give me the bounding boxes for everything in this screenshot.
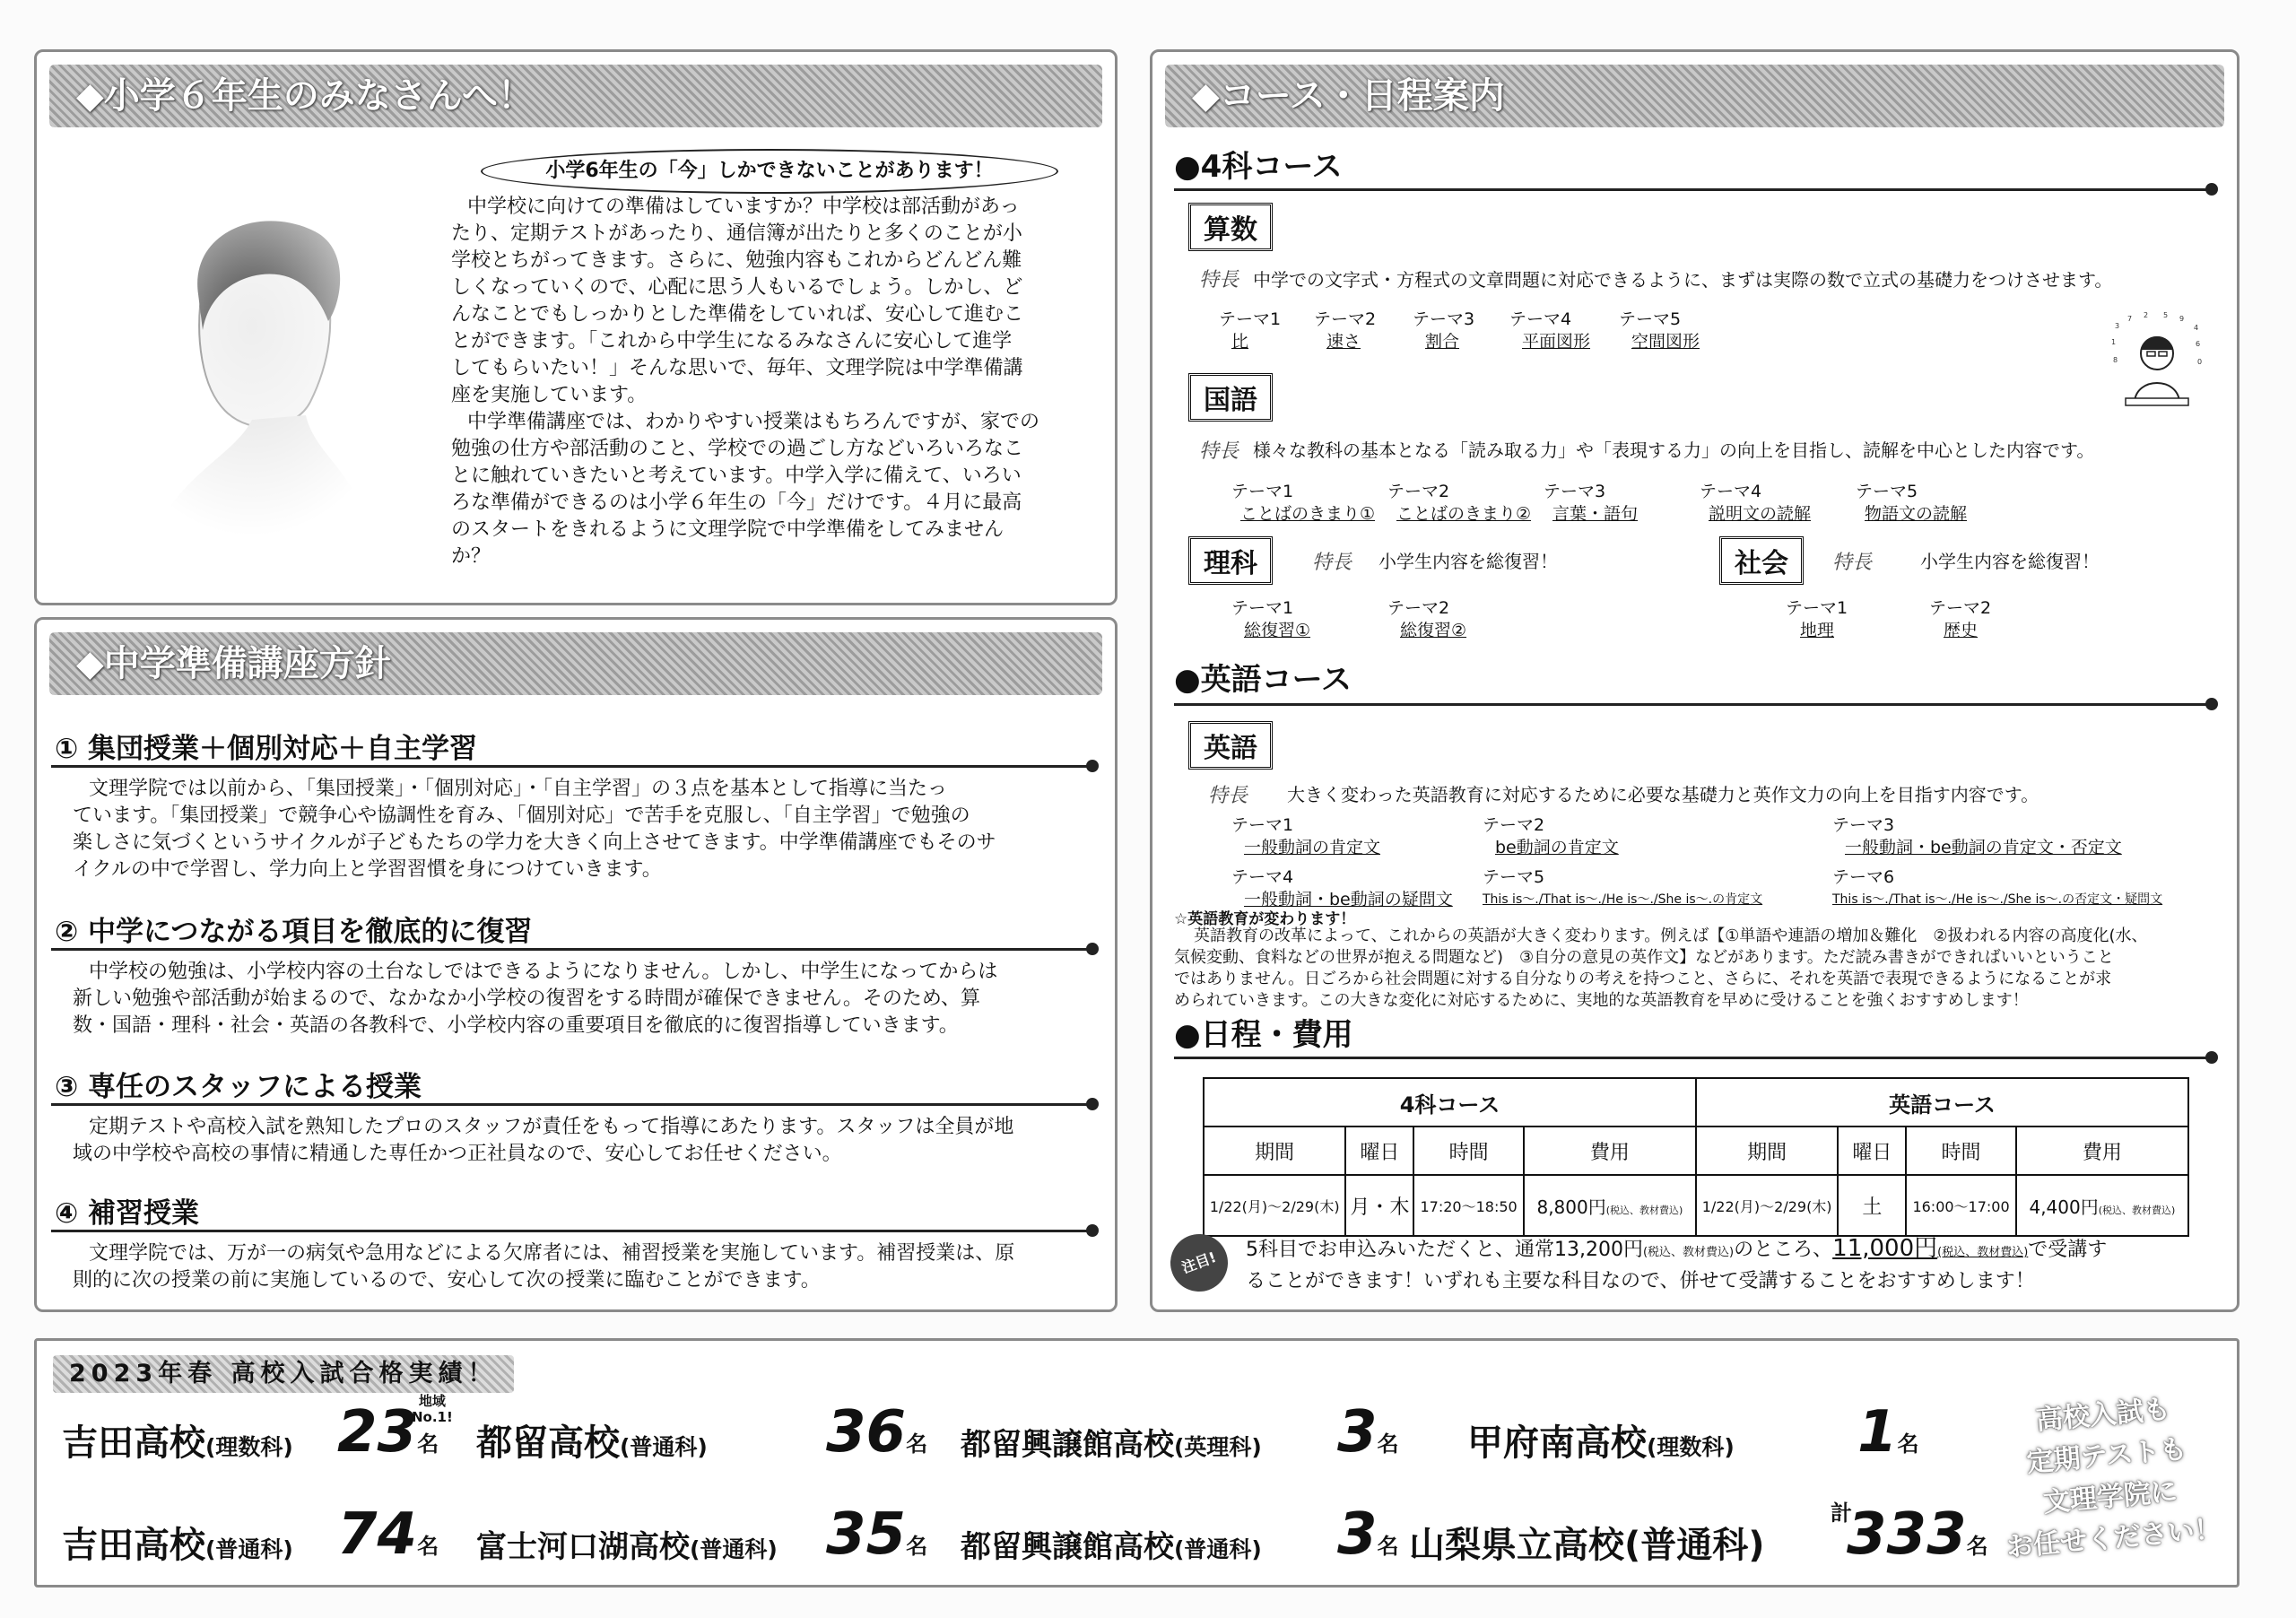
japanese-theme xyxy=(1856,481,1967,526)
total-label: 計 xyxy=(1831,1501,1852,1526)
theme-label: テーマ6 xyxy=(1832,867,1895,887)
english-note-line: ではありません。日ごろから社会問題に対する自分なりの考えを持つこと、さらに、それを英語で表現できるようになることが求 xyxy=(1174,970,2112,988)
notice-part: (税込、教材費込) xyxy=(1937,1246,2029,1259)
school-label: 吉田高校 xyxy=(62,1422,205,1464)
school-name xyxy=(961,1420,1262,1464)
policy-line: 定期テストや高校入試を熟知したプロのスタッフが責任をもって指導にあたります。スタッフは全員が地 xyxy=(89,1116,1014,1138)
theme-value: 速さ xyxy=(1326,332,1361,352)
school-name xyxy=(961,1522,1262,1566)
pass-count xyxy=(1337,1399,1399,1473)
school-dept: (普通科) xyxy=(620,1434,708,1460)
theme-label: テーマ4 xyxy=(1700,482,1762,501)
policy-line: 新しい勉強や部活動が始まるので、なかなか小学校の復習をする時間が確保できません。そのため、算 xyxy=(73,987,981,1010)
policy-body-2 xyxy=(73,959,1104,1040)
course-rule xyxy=(1174,1057,2213,1059)
japanese-theme xyxy=(1700,481,1811,526)
notice-part: で受講す xyxy=(2028,1239,2108,1261)
table-row xyxy=(1204,1175,2188,1236)
count-value: 333 xyxy=(1847,1501,1967,1568)
theme-label: テーマ1 xyxy=(1231,598,1294,618)
results-title: 2023年春 高校入試合格実績！ xyxy=(53,1355,514,1393)
cell-period: 1/22(月)～2/29(木) xyxy=(1696,1175,1838,1236)
school-dept: (普通科) xyxy=(205,1536,293,1562)
student-photo xyxy=(117,187,387,536)
col-period: 期間 xyxy=(1204,1127,1345,1175)
intro-body xyxy=(451,194,1106,570)
theme-value: be動詞の肯定文 xyxy=(1495,838,1619,857)
cell-fee xyxy=(2016,1175,2188,1236)
theme-value: 比 xyxy=(1231,332,1249,352)
english-theme xyxy=(1483,866,1762,911)
theme-label: テーマ1 xyxy=(1786,598,1848,618)
math-theme xyxy=(1413,309,1474,353)
course-panel xyxy=(1150,49,2239,1312)
science-desc: 小学生内容を総復習！ xyxy=(1378,551,1558,572)
slogan xyxy=(1980,1385,2236,1570)
feature-tag: 特長 xyxy=(1832,552,1873,574)
count-unit: 名 xyxy=(1966,1534,1988,1559)
policy-body-3 xyxy=(73,1114,1104,1168)
slogan-line: お任せください！ xyxy=(2005,1513,2223,1564)
theme-value: 割合 xyxy=(1425,332,1460,352)
math-theme xyxy=(1219,309,1281,353)
cell-day: 月・木 xyxy=(1345,1175,1413,1236)
feature-tag: 特長 xyxy=(1208,785,1248,807)
notice-text xyxy=(1246,1234,2232,1296)
school-name xyxy=(476,1522,778,1566)
fee-note: (税込、教材費込) xyxy=(2098,1204,2176,1216)
science-label: 理科 xyxy=(1188,536,1273,585)
policy-rule xyxy=(51,948,1093,951)
intro-line: んなことでもしっかりとした準備をしていれば、安心して進むこ xyxy=(451,303,1024,326)
social-desc: 小学生内容を総復習！ xyxy=(1920,551,2100,572)
pass-count xyxy=(1847,1501,1988,1575)
intro-line: 中学準備講座では、わかりやすい授業はもちろんですが、家での xyxy=(467,411,1040,433)
policy-line: 文理学院では以前から、「集団授業」・「個別対応」・「自主学習」の３点を基本として指導に当たっ xyxy=(89,778,948,800)
notice-badge: 注目! xyxy=(1162,1226,1236,1300)
theme-label: テーマ4 xyxy=(1509,309,1572,329)
theme-value: 説明文の読解 xyxy=(1709,504,1812,524)
theme-value: 空間図形 xyxy=(1631,332,1700,352)
school-label: 山梨県立高校 xyxy=(1409,1525,1624,1566)
pass-count xyxy=(1337,1501,1399,1575)
count-value: 35 xyxy=(826,1501,907,1568)
count-unit: 名 xyxy=(1897,1431,1919,1457)
theme-value: This is～./That is～./He is～./She is～.の否定文・疑問文 xyxy=(1832,892,2163,907)
english-theme xyxy=(1832,814,2122,859)
policy-rule xyxy=(51,1230,1093,1232)
theme-value: 平面図形 xyxy=(1522,332,1591,352)
col-fee: 費用 xyxy=(2016,1127,2188,1175)
policy-line: 楽しさに気づくというサイクルが子どもたちの学力を大きく向上させてきます。中学準備講座でもそのサ xyxy=(73,831,996,854)
cell-time: 17:20～18:50 xyxy=(1413,1175,1523,1236)
social-theme xyxy=(1786,597,1848,642)
policy-heading-4: ④ 補習授業 xyxy=(55,1197,200,1230)
course-rule xyxy=(1174,703,2213,706)
intro-line: しくなっていくので、心配に思う人もいるでしょう。しかし、ど xyxy=(451,276,1023,299)
count-unit: 名 xyxy=(906,1431,928,1457)
theme-label: テーマ3 xyxy=(1413,309,1475,329)
policy-line: 文理学院では、万が一の病気や急用などによる欠席者には、補習授業を実施しています。補習授業は、原 xyxy=(89,1242,1015,1265)
math-theme xyxy=(1619,309,1700,353)
intro-bubble: 小学6年生の「今」しかできないことがあります！ xyxy=(481,149,1058,194)
theme-label: テーマ5 xyxy=(1856,482,1918,501)
theme-value: ことばのきまり① xyxy=(1240,504,1376,524)
count-value: 74 xyxy=(337,1501,418,1568)
notice-line-1 xyxy=(1246,1234,2232,1267)
theme-value: 一般動詞の肯定文 xyxy=(1244,838,1381,857)
school-label: 吉田高校 xyxy=(62,1525,205,1566)
policy-body-4 xyxy=(73,1240,1104,1294)
col-time: 時間 xyxy=(1413,1127,1523,1175)
count-unit: 名 xyxy=(417,1534,439,1559)
intro-line: 学校とちがってきます。さらに、勉強内容もこれからどんどん難 xyxy=(451,249,1022,272)
badge-line: No.1! xyxy=(412,1409,453,1425)
school-label: 都留興譲館高校 xyxy=(961,1529,1174,1565)
intro-line: とができます。「これから中学生になるみなさんに安心して進学 xyxy=(451,330,1013,352)
theme-label: テーマ2 xyxy=(1387,482,1450,501)
school-name xyxy=(476,1414,708,1466)
theme-value: 総復習① xyxy=(1244,621,1311,640)
english-note xyxy=(1174,926,2228,1012)
english-note-line: 気候変動、食料などの世界が抱える問題など) ③自分の意見の英作文】などがあります。ただ読み書きができればいいということ xyxy=(1174,948,2114,967)
english-theme xyxy=(1483,814,1619,859)
theme-value: 一般動詞・be動詞の肯定文・否定文 xyxy=(1845,838,2122,857)
policy-header: ◆中学準備講座方針 xyxy=(49,632,1102,695)
intro-line: 勉強の仕方や部活動のこと、学校での過ごし方などいろいろなこ xyxy=(451,438,1024,460)
theme-value: 言葉・語句 xyxy=(1552,504,1639,524)
count-value: 3 xyxy=(1337,1501,1378,1568)
svg-text:3: 3 xyxy=(2115,322,2120,330)
fee-value: 8,800円 xyxy=(1536,1196,1606,1218)
intro-line: してもらいたい！」そんな思いで、毎年、文理学院は中学準備講 xyxy=(451,357,1023,379)
feature-tag: 特長 xyxy=(1312,552,1352,574)
theme-value: 地理 xyxy=(1800,621,1835,640)
english-theme xyxy=(1832,866,2162,911)
social-label: 社会 xyxy=(1719,536,1804,585)
school-dept: (英理科) xyxy=(1174,1434,1262,1460)
fee-note: (税込、教材費込) xyxy=(1605,1204,1683,1216)
math-theme xyxy=(1314,309,1376,353)
policy-rule xyxy=(51,1103,1093,1106)
notice-line-2: ることができます！いずれも主要な科目なので、併せて受講することをおすすめします！ xyxy=(1246,1270,2035,1292)
slogan-line: 高校入試も xyxy=(2034,1393,2172,1437)
english-desc: 大きく変わった英語教育に対応するために必要な基礎力と英作文力の向上を目指す内容です。 xyxy=(1287,784,2039,805)
cell-day: 土 xyxy=(1838,1175,1906,1236)
four-course-group: 4科コース xyxy=(1204,1078,1696,1127)
japanese-theme xyxy=(1387,481,1531,526)
svg-text:2: 2 xyxy=(2144,312,2149,319)
intro-line: 中学校に向けての準備はしていますか？中学校は部活動があっ xyxy=(467,196,1020,218)
theme-label: テーマ1 xyxy=(1231,815,1294,835)
intro-line: か？ xyxy=(451,545,491,568)
cell-fee xyxy=(1524,1175,1696,1236)
col-day: 曜日 xyxy=(1345,1127,1413,1175)
school-label: 甲府南高校 xyxy=(1467,1422,1647,1464)
col-fee: 費用 xyxy=(1524,1127,1696,1175)
theme-value: ことばのきまり② xyxy=(1396,504,1532,524)
count-value: 23 xyxy=(337,1399,418,1466)
feature-tag: 特長 xyxy=(1199,440,1239,463)
feature-tag: 特長 xyxy=(1199,269,1239,291)
slogan-line: 文理学院に xyxy=(2041,1475,2179,1519)
japanese-desc: 様々な教科の基本となる「読み取る力」や「表現する力」の向上を目指し、読解を中心とした内容です。 xyxy=(1253,439,2095,461)
pass-count xyxy=(826,1399,928,1473)
badge-line: 地域 xyxy=(418,1393,446,1409)
policy-line: イクルの中で学習し、学力向上と学習習慣を身につけていきます。 xyxy=(73,858,662,881)
school-name xyxy=(62,1414,293,1466)
english-theme xyxy=(1231,866,1453,911)
count-unit: 名 xyxy=(1377,1534,1399,1559)
col-time: 時間 xyxy=(1906,1127,2015,1175)
col-period: 期間 xyxy=(1696,1127,1838,1175)
school-dept: (普通科) xyxy=(690,1536,778,1562)
intro-line: たり、定期テストがあったり、通信簿が出たりと多くのことが小 xyxy=(451,222,1022,245)
theme-label: テーマ2 xyxy=(1929,598,1992,618)
cell-time: 16:00～17:00 xyxy=(1906,1175,2015,1236)
notice-part: のところ、 xyxy=(1734,1239,1833,1261)
policy-panel xyxy=(34,617,1118,1312)
region-no1-badge xyxy=(412,1393,453,1425)
intro-panel xyxy=(34,49,1118,605)
course-rule xyxy=(1174,188,2213,191)
english-note-heading: ☆英語教育が変わります！ xyxy=(1174,910,1356,928)
science-theme xyxy=(1387,597,1466,642)
svg-text:6: 6 xyxy=(2196,340,2201,348)
theme-label: テーマ1 xyxy=(1231,482,1294,501)
notice-price: 11,000円 xyxy=(1832,1235,1938,1262)
theme-label: テーマ5 xyxy=(1619,309,1682,329)
theme-value: This is～./That is～./He is～./She is～.の肯定文 xyxy=(1483,892,1763,907)
intro-line: ろな準備ができるのは小学６年生の「今」だけです。４月に最高 xyxy=(451,491,1022,514)
schedule-table xyxy=(1203,1077,2189,1237)
svg-text:9: 9 xyxy=(2179,315,2185,323)
english-theme xyxy=(1231,814,1380,859)
english-course-heading: ●英語コース xyxy=(1174,662,1352,698)
results-panel xyxy=(34,1338,2239,1588)
intro-header: ◆小学６年生のみなさんへ！ xyxy=(49,65,1102,127)
math-theme xyxy=(1509,309,1590,353)
policy-rule xyxy=(51,765,1093,768)
four-subject-course-heading: ●4科コース xyxy=(1174,149,1343,185)
count-unit: 名 xyxy=(906,1534,928,1559)
math-label: 算数 xyxy=(1188,203,1273,251)
count-value: 3 xyxy=(1337,1399,1378,1466)
policy-heading-2: ② 中学につながる項目を徹底的に復習 xyxy=(55,916,533,948)
school-label: 富士河口湖高校 xyxy=(476,1529,690,1565)
cell-period: 1/22(月)～2/29(木) xyxy=(1204,1175,1345,1236)
count-value: 36 xyxy=(826,1399,907,1466)
school-label: 都留高校 xyxy=(476,1422,620,1464)
pass-count xyxy=(1857,1399,1919,1473)
policy-line: ています。「集団授業」で競争心や協調性を育み、「個別対応」で苦手を克服し、「自主学習」で勉強の xyxy=(73,805,970,827)
svg-text:4: 4 xyxy=(2194,324,2199,332)
notice-part: (税込、教材費込) xyxy=(1642,1246,1735,1259)
svg-text:1: 1 xyxy=(2111,338,2117,346)
policy-body-1 xyxy=(73,776,1104,883)
policy-line: 中学校の勉強は、小学校内容の土台なしではできるようになりません。しかし、中学生になってからは xyxy=(89,961,998,983)
count-unit: 名 xyxy=(417,1431,439,1457)
thinking-student-illustration xyxy=(2108,312,2206,411)
col-day: 曜日 xyxy=(1838,1127,1906,1175)
course-header: ◆コース・日程案内 xyxy=(1165,65,2224,127)
intro-line: のスタートをきれるように文理学院で中学準備をしてみません xyxy=(451,518,1004,541)
theme-label: テーマ2 xyxy=(1483,815,1545,835)
theme-value: 総復習② xyxy=(1400,621,1467,640)
school-dept: (理数科) xyxy=(1647,1434,1735,1460)
svg-text:7: 7 xyxy=(2127,315,2133,323)
math-desc: 中学での文字式・方程式の文章問題に対応できるように、まずは実際の数で立式の基礎力をつけさせます。 xyxy=(1253,269,2113,291)
social-theme xyxy=(1929,597,1991,642)
school-dept: (普通科) xyxy=(1624,1525,1765,1566)
english-note-line: められていきます。この大きな変化に対応するために、実地的な英語教育を早めに受けることを強くおすすめします！ xyxy=(1174,991,2029,1010)
english-course-group: 英語コース xyxy=(1696,1078,2188,1127)
school-name xyxy=(1409,1517,1765,1568)
policy-line: 数・国語・理科・社会・英語の各教科で、小学校内容の重要項目を徹底的に復習指導していきます。 xyxy=(73,1014,959,1037)
policy-heading-3: ③ 専任のスタッフによる授業 xyxy=(55,1071,422,1103)
theme-value: 物語文の読解 xyxy=(1865,504,1968,524)
english-note-line: 英語教育の改革によって、これからの英語が大きく変わります。例えば【①単語や連語の増加＆難化 ②扱われる内容の高度化(水、 xyxy=(1194,926,2148,945)
school-name xyxy=(1467,1414,1735,1466)
svg-text:8: 8 xyxy=(2113,356,2118,364)
theme-label: テーマ3 xyxy=(1832,815,1895,835)
count-unit: 名 xyxy=(1377,1431,1399,1457)
table-row xyxy=(1204,1127,2188,1175)
slogan-line: 定期テストも xyxy=(2025,1433,2188,1479)
school-name xyxy=(62,1517,293,1568)
table-row xyxy=(1204,1078,2188,1127)
theme-label: テーマ1 xyxy=(1219,309,1282,329)
theme-value: 歴史 xyxy=(1944,621,1979,640)
japanese-theme xyxy=(1544,481,1638,526)
theme-label: テーマ5 xyxy=(1483,867,1545,887)
svg-text:0: 0 xyxy=(2197,358,2203,366)
japanese-label: 国語 xyxy=(1188,373,1273,422)
intro-line: 座を実施しています。 xyxy=(451,384,648,406)
policy-line: 則的に次の授業の前に実施しているので、安心して次の授業に臨むことができます。 xyxy=(73,1269,821,1292)
schedule-heading: ●日程・費用 xyxy=(1174,1017,1353,1053)
school-label: 都留興譲館高校 xyxy=(961,1427,1174,1463)
policy-heading-1: ① 集団授業＋個別対応＋自主学習 xyxy=(55,733,478,765)
count-value: 1 xyxy=(1857,1399,1898,1466)
theme-value: 一般動詞・be動詞の疑問文 xyxy=(1244,890,1453,909)
pass-count xyxy=(826,1501,928,1575)
theme-label: テーマ2 xyxy=(1314,309,1377,329)
pass-count xyxy=(337,1501,439,1575)
policy-line: 域の中学校や高校の事情に精通した専任かつ正社員なので、安心してお任せください。 xyxy=(73,1143,842,1165)
notice-part: 5科目でお申込みいただくと、通常13,200円 xyxy=(1246,1239,1643,1261)
theme-label: テーマ2 xyxy=(1387,598,1450,618)
english-label: 英語 xyxy=(1188,721,1273,770)
theme-label: テーマ3 xyxy=(1544,482,1606,501)
svg-text:5: 5 xyxy=(2163,312,2169,319)
school-dept: (理数科) xyxy=(205,1434,293,1460)
japanese-theme xyxy=(1231,481,1375,526)
theme-label: テーマ4 xyxy=(1231,867,1294,887)
school-dept: (普通科) xyxy=(1174,1536,1262,1562)
science-theme xyxy=(1231,597,1310,642)
intro-line: とに触れていきたいと考えています。中学入学に備えて、いろい xyxy=(451,465,1022,487)
fee-value: 4,400円 xyxy=(2029,1196,2099,1218)
